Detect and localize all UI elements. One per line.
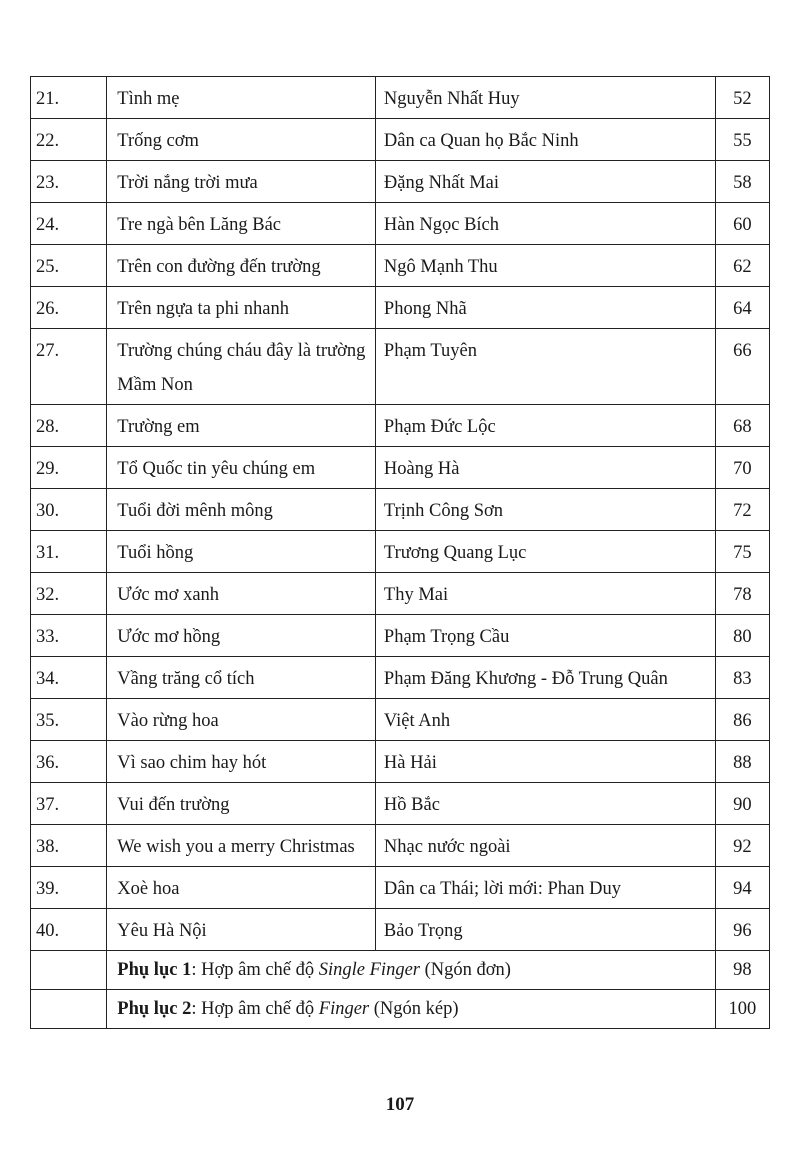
table-row	[31, 867, 770, 909]
entry-number: 23.	[31, 161, 107, 203]
song-author: Ngô Mạnh Thu	[375, 245, 715, 287]
song-author: Hàn Ngọc Bích	[375, 203, 715, 245]
entry-number: 30.	[31, 489, 107, 531]
toc-body	[31, 77, 770, 1029]
song-author: Bảo Trọng	[375, 909, 715, 951]
appendix-mode: Finger	[318, 999, 370, 1019]
song-title: Trời nắng trời mưa	[107, 161, 376, 203]
song-title: Vào rừng hoa	[107, 699, 376, 741]
song-author: Dân ca Quan họ Bắc Ninh	[375, 119, 715, 161]
song-title: Vầng trăng cổ tích	[107, 657, 376, 699]
entry-number: 35.	[31, 699, 107, 741]
table-row	[31, 825, 770, 867]
appendix-desc-tail: (Ngón đơn)	[419, 960, 511, 980]
page-ref: 72	[715, 489, 769, 531]
song-author: Việt Anh	[375, 699, 715, 741]
page-ref: 80	[715, 615, 769, 657]
appendix-number-blank	[31, 951, 107, 990]
song-title: Xoè hoa	[107, 867, 376, 909]
song-author: Phạm Trọng Cầu	[375, 615, 715, 657]
song-author: Hồ Bắc	[375, 783, 715, 825]
page-ref: 94	[715, 867, 769, 909]
page-ref: 96	[715, 909, 769, 951]
entry-number: 33.	[31, 615, 107, 657]
table-row	[31, 783, 770, 825]
song-author: Phạm Tuyên	[375, 329, 715, 405]
song-author: Hà Hải	[375, 741, 715, 783]
entry-number: 38.	[31, 825, 107, 867]
table-row	[31, 909, 770, 951]
table-row	[31, 161, 770, 203]
page-ref: 66	[715, 329, 769, 405]
table-row	[31, 531, 770, 573]
entry-number: 34.	[31, 657, 107, 699]
page-ref: 78	[715, 573, 769, 615]
song-author: Trịnh Công Sơn	[375, 489, 715, 531]
appendix-mode: Single Finger	[318, 960, 420, 980]
song-title: Yêu Hà Nội	[107, 909, 376, 951]
song-title: Tổ Quốc tin yêu chúng em	[107, 447, 376, 489]
entry-number: 21.	[31, 77, 107, 119]
entry-number: 32.	[31, 573, 107, 615]
table-row	[31, 699, 770, 741]
song-author: Phong Nhã	[375, 287, 715, 329]
song-author: Hoàng Hà	[375, 447, 715, 489]
page-ref: 86	[715, 699, 769, 741]
song-title: Trên con đường đến trường	[107, 245, 376, 287]
entry-number: 26.	[31, 287, 107, 329]
song-title: Trường chúng cháu đây là trường Mầm Non	[107, 329, 376, 405]
page-ref: 75	[715, 531, 769, 573]
page-ref: 68	[715, 405, 769, 447]
song-author: Dân ca Thái; lời mới: Phan Duy	[375, 867, 715, 909]
table-row	[31, 287, 770, 329]
song-title: Ước mơ hồng	[107, 615, 376, 657]
page-ref: 52	[715, 77, 769, 119]
song-title: Tình mẹ	[107, 77, 376, 119]
song-author: Đặng Nhất Mai	[375, 161, 715, 203]
page-ref: 98	[715, 951, 769, 990]
entry-number: 25.	[31, 245, 107, 287]
table-row	[31, 741, 770, 783]
appendix-desc: : Hợp âm chế độ	[191, 999, 319, 1019]
song-author: Phạm Đức Lộc	[375, 405, 715, 447]
song-title: Trường em	[107, 405, 376, 447]
table-row	[31, 329, 770, 405]
page-ref: 55	[715, 119, 769, 161]
entry-number: 28.	[31, 405, 107, 447]
page-ref: 88	[715, 741, 769, 783]
song-title: Tuổi hồng	[107, 531, 376, 573]
entry-number: 22.	[31, 119, 107, 161]
table-row	[31, 405, 770, 447]
table-row	[31, 77, 770, 119]
table-row	[31, 573, 770, 615]
table-row	[31, 489, 770, 531]
entry-number: 29.	[31, 447, 107, 489]
appendix-label: Phụ lục 2	[117, 999, 192, 1019]
song-title: We wish you a merry Christmas	[107, 825, 376, 867]
entry-number: 36.	[31, 741, 107, 783]
entry-number: 31.	[31, 531, 107, 573]
song-author: Nguyễn Nhất Huy	[375, 77, 715, 119]
appendix-title	[107, 990, 715, 1029]
song-title: Trên ngựa ta phi nhanh	[107, 287, 376, 329]
appendix-row	[31, 990, 770, 1029]
appendix-row	[31, 951, 770, 990]
page-ref: 90	[715, 783, 769, 825]
song-title: Tuổi đời mênh mông	[107, 489, 376, 531]
song-author: Nhạc nước ngoài	[375, 825, 715, 867]
entry-number: 40.	[31, 909, 107, 951]
table-row	[31, 615, 770, 657]
appendix-title	[107, 951, 715, 990]
page-ref: 62	[715, 245, 769, 287]
appendix-label: Phụ lục 1	[117, 960, 192, 980]
entry-number: 27.	[31, 329, 107, 405]
table-row	[31, 203, 770, 245]
page-ref: 64	[715, 287, 769, 329]
song-title: Vui đến trường	[107, 783, 376, 825]
song-author: Thy Mai	[375, 573, 715, 615]
table-row	[31, 447, 770, 489]
page-ref: 70	[715, 447, 769, 489]
page-ref: 83	[715, 657, 769, 699]
page-ref: 58	[715, 161, 769, 203]
appendix-number-blank	[31, 990, 107, 1029]
entry-number: 24.	[31, 203, 107, 245]
page-ref: 60	[715, 203, 769, 245]
table-row	[31, 657, 770, 699]
song-title: Vì sao chim hay hót	[107, 741, 376, 783]
page-ref: 92	[715, 825, 769, 867]
page-ref: 100	[715, 990, 769, 1029]
song-title: Ước mơ xanh	[107, 573, 376, 615]
appendix-desc-tail: (Ngón kép)	[369, 999, 459, 1019]
song-author: Trương Quang Lục	[375, 531, 715, 573]
table-of-contents	[30, 76, 770, 1029]
table-row	[31, 119, 770, 161]
table-row	[31, 245, 770, 287]
page-number: 107	[385, 1094, 415, 1115]
song-title: Trống cơm	[107, 119, 376, 161]
appendix-desc: : Hợp âm chế độ	[191, 960, 319, 980]
entry-number: 39.	[31, 867, 107, 909]
song-author: Phạm Đăng Khương - Đỗ Trung Quân	[375, 657, 715, 699]
song-title: Tre ngà bên Lăng Bác	[107, 203, 376, 245]
entry-number: 37.	[31, 783, 107, 825]
